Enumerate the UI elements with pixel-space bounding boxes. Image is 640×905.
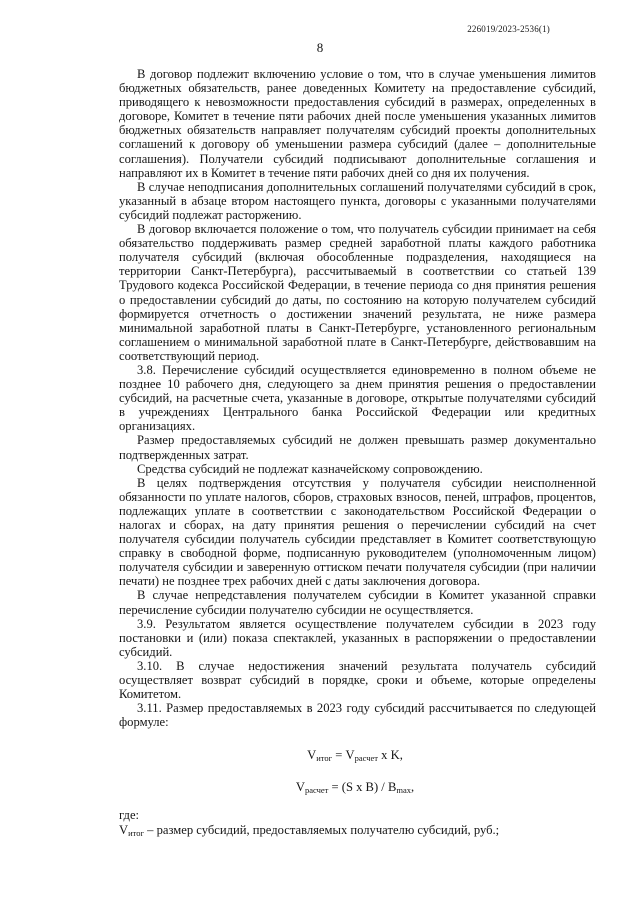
definition-subscript: итог [128,828,144,838]
paragraph: В договор подлежит включению условие о том, что в случае уменьшения лимитов бюджетных обязательств, ранее доведенных Комитету на предоставление субсидий, приводящего к невозможности предоставления субсидий в размерах, определенных в договоре, Комитет в течение пяти рабочих дней после уменьшения указанных лимитов бюджетных обязательств направляет получателям субсидий проекты дополнительных соглашений к договору об уменьшении размера субсидий (далее – дополнительные соглашения). Получатели субсидий подписывают дополнительные соглашения и направляют их в Комитет в течение пяти рабочих дней со дня их получения. [119,67,596,180]
definition-symbol: V [119,823,129,837]
paragraph: В договор включается положение о том, что получатель субсидии принимает на себя обязательство поддерживать размер средней заработной платы каждого работника получателя субсидий (включая обособленные подразделения, находящиеся на территории Санкт-Петербурга), рассчитываемый в соответствии со статьей 139 Трудового кодекса Российской Федерации, в течение периода со дня принятия решения о предоставлении субсидий до даты, по состоянию на которую получателем субсидий формируется отчетность о достижении значений результата, не ниже размера минимальной заработной платы в Санкт-Петербурге, установленного региональным соглашением о минимальной заработной плате в Санкт-Петербурге, действовавшим на соответствующий период. [119,222,596,363]
formula-subscript: итог [316,753,333,763]
formula-symbol: V [307,748,317,762]
paragraph: В случае непредставления получателем субсидии в Комитет указанной справки перечисление субсидии получателю субсидии не осуществляется. [119,588,596,617]
definition-text: – размер субсидий, предоставляемых получателю субсидий, руб.; [144,823,500,837]
paragraph: 3.9. Результатом является осуществление получателем субсидии в 2023 году постановки и (или) показа спектаклей, указанных в распоряжении о предоставлении субсидий. [119,616,596,659]
paragraph: Размер предоставляемых субсидий не должен превышать размер документально подтвержденных затрат. [119,433,596,462]
paragraph: 3.11. Размер предоставляемых в 2023 году субсидий рассчитывается по следующей формуле: [119,701,596,730]
formula-symbol: = V [332,748,355,762]
paragraph: 3.10. В случае недостижения значений результата получатель субсидий осуществляет возврат субсидий в порядке, сроки и объеме, которые определены Комитетом. [119,658,596,702]
paragraph: В целях подтверждения отсутствия у получателя субсидии неисполненной обязанности по уплате налогов, сборов, страховых взносов, пеней, штрафов, процентов, подлежащих уплате в соответствии с законодательством Российской Федерации о налогах и сборах, на дату принятия решения о перечислении субсидий на счет получателя субсидии получатель субсидии представляет в Комитет соответствующую справку в свободной форме, подписанную руководителем (уполномоченным лицом) получателя субсидии и заверенную оттиском печати получателя субсидии (при наличии печати) не позднее трех рабочих дней с даты заключения договора. [119,475,596,589]
page-number: 8 [316,40,324,55]
paragraph: 3.8. Перечисление субсидий осуществляется единовременно в полном объеме не позднее 10 рабочего дня, следующего за днем принятия решения о предоставлении субсидий, на расчетные счета, указанные в договоре, открытые получателями субсидий в учреждениях Центрального банка Российской Федерации или кредитных организациях. [119,362,596,434]
formula-calculated [0,780,640,795]
formula-symbol: V [295,780,305,794]
formula-symbol: х K, [378,748,403,762]
formula-symbol: = (S х B) / B [328,780,397,794]
where-label: где: [119,808,140,822]
formula-subscript: max [396,785,411,795]
variable-definition [119,823,596,840]
formula-subscript: расчет [354,753,379,763]
formula-symbol: , [410,780,415,794]
formula-subscript: расчет [304,785,329,795]
paragraph: В случае неподписания дополнительных соглашений получателями субсидий в срок, указанный в абзаце втором настоящего пункта, договоры с указанными получателями субсидий подлежат расторжению. [119,179,596,222]
document-registration-number: 226019/2023-2536(1) [467,24,550,34]
document-body [119,67,596,729]
formula-total [0,748,640,763]
paragraph: Средства субсидий не подлежат казначейскому сопровождению. [137,461,483,476]
